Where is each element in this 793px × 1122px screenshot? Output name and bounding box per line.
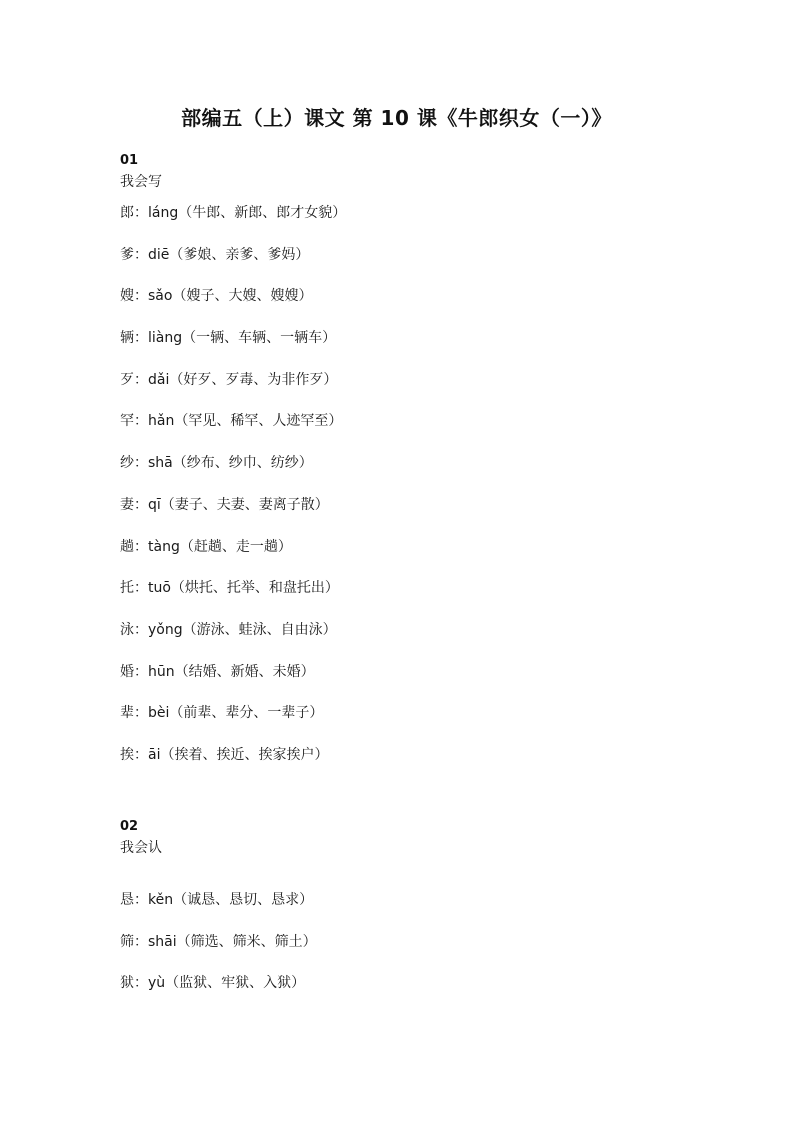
- section-number: 02: [120, 819, 139, 834]
- word-entry-sha: 纱：shā（纱布、纱巾、纺纱）: [120, 455, 313, 472]
- section-recognize: [120, 819, 680, 1015]
- word-entry-tuo: 托：tuō（烘托、托举、和盘托出）: [120, 580, 339, 597]
- word-entry-qi: 妻：qī（妻子、夫妻、妻离子散）: [120, 496, 329, 513]
- word-entry-dai: 歹：dǎi（好歹、歹毒、为非作歹）: [120, 371, 338, 388]
- word-entry-tang: 趟：tàng（赶趟、走一趟）: [120, 538, 292, 555]
- word-entry-hun: 婚：hūn（结婚、新婚、未婚）: [120, 663, 315, 680]
- page-title: 部编五（上）课文 第 10 课《牛郎织女（一）》: [181, 106, 612, 130]
- word-list: [120, 890, 680, 993]
- word-entry-lang: 郎：láng（牛郎、新郎、郎才女貌）: [120, 205, 347, 221]
- word-entry-bei: 辈：bèi（前辈、辈分、一辈子）: [120, 705, 324, 722]
- section-write: [120, 153, 680, 787]
- word-entry-die: 爹：diē（爹娘、亲爹、爹妈）: [120, 246, 310, 263]
- word-entry-liang: 辆：liàng（一辆、车辆、一辆车）: [120, 330, 337, 347]
- word-entry-yong: 泳：yǒng（游泳、蛙泳、自由泳）: [120, 621, 337, 638]
- word-entry-han: 罕：hǎn（罕见、稀罕、人迹罕至）: [120, 413, 343, 430]
- word-entry-yu: 狱：yù（监狱、牢狱、入狱）: [120, 975, 306, 992]
- section-number: 01: [120, 153, 139, 168]
- word-entry-shai: 筛：shāi（筛选、筛米、筛土）: [120, 933, 317, 950]
- word-entry-ken: 恳：kěn（诚恳、恳切、恳求）: [120, 892, 314, 908]
- section-heading: 我会写: [120, 174, 162, 190]
- word-list: [120, 203, 680, 765]
- word-entry-ai: 挨：āi（挨着、挨近、挨家挨户）: [120, 746, 329, 763]
- word-entry-sao: 嫂：sǎo（嫂子、大嫂、嫂嫂）: [120, 288, 313, 305]
- section-heading: 我会认: [120, 840, 162, 856]
